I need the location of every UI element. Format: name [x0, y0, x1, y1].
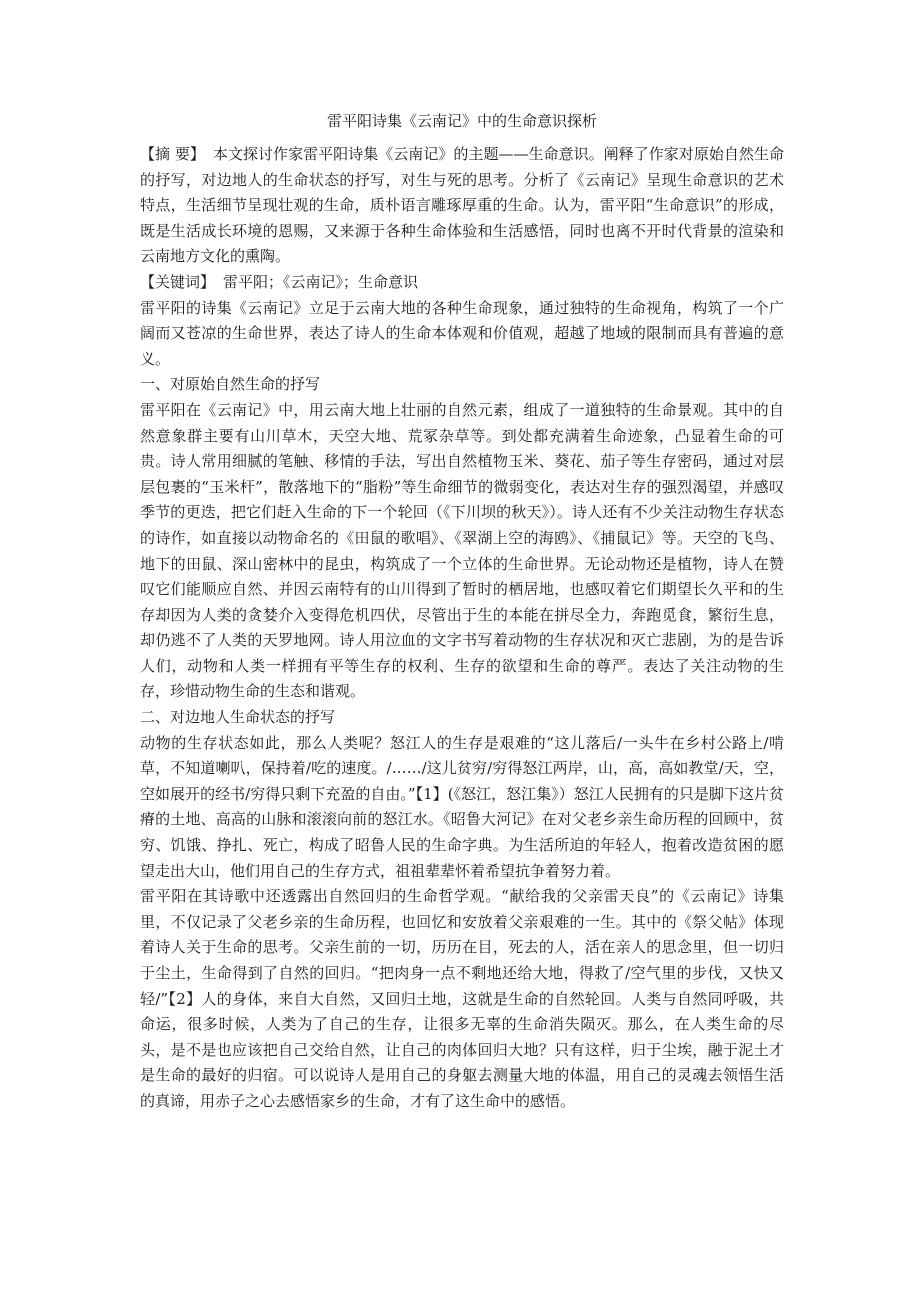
keywords-paragraph	[140, 270, 784, 296]
section-1-paragraph: 雷平阳在《云南记》中，用云南大地上壮丽的自然元素，组成了一道独特的生命景观。其中的自然意象群主要有山川草木，天空大地、荒冢杂草等。到处都充满着生命迹象，凸显着生命的可贵。诗人常用细腻的笔触、移情的手法，写出自然植物玉米、葵花、茄子等生存密码，通过对层层包裹的“玉米杆”，散落地下的“脂粉”等生命细节的微弱变化，表达对生存的强烈渴望，并感叹季节的更迭，把它们赶入生命的下一个轮回（《下川坝的秋天》）。诗人还有不少关注动物生存状态的诗作，如直接以动物命名的《田鼠的歌唱》、《翠湖上空的海鸥》、《捕鼠记》等。天空的飞鸟、地下的田鼠、深山密林中的昆虫，构筑成了一个立体的生命世界。无论动物还是植物，诗人在赞叹它们能顺应自然、并因云南特有的山川得到了暂时的栖居地，也感叹着它们期望长久平和的生存却因为人类的贪婪介入变得危机四伏，尽管出于生的本能在拼尽全力，奔跑觅食，繁衍生息，却仍逃不了人类的天罗地网。诗人用泣血的文字书写着动物的生存状况和灭亡悲剧，为的是告诉人们，动物和人类一样拥有平等生存的权利、生存的欲望和生命的尊严。表达了关注动物的生存，珍惜动物生命的生态和谐观。	[140, 400, 784, 701]
abstract-paragraph	[140, 142, 784, 270]
document-title: 雷平阳诗集《云南记》中的生命意识探析	[326, 112, 597, 130]
section-2-heading: 二、对边地人生命状态的抒写	[140, 708, 336, 727]
section-2-paragraph-1: 动物的生存状态如此，那么人类呢？怒江人的生存是艰难的“这儿落后/一头牛在乡村公路上/啃草，不知道喇叭，保持着/吃的速度。/……/这儿贫穷/穷得怒江两岸，山，高，高如教堂/天，空，空如展开的经书/穷得只剩下充盈的自由。”【1】(《怒江，怒江集》）怒江人民拥有的只是脚下这片贫瘠的土地、高高的山脉和滚滚向前的怒江水。《昭鲁大河记》在对父老乡亲生命历程的回顾中，贫穷、饥饿、挣扎、死亡，构成了昭鲁人民的生命字典。为生活所迫的年轻人，抱着改造贫困的愿望走出大山，他们用自己的生存方式，祖祖辈辈怀着希望抗争着努力着。	[140, 733, 784, 880]
section-2-paragraph-2: 雷平阳在其诗歌中还透露出自然回归的生命哲学观。“献给我的父亲雷天良”的《云南记》诗集里，不仅记录了父老乡亲的生命历程，也回忆和安放着父亲艰难的一生。其中的《祭父帖》体现着诗人关于生命的思考。父亲生前的一切，历历在目，死去的人，活在亲人的思念里，但一切归于尘土，生命得到了自然的回归。“把肉身一点不剩地还给大地，得救了/空气里的步伐，又快又轻/”【2】人的身体，来自大自然，又回归土地，这就是生命的自然轮回。人类与自然同呼吸，共命运，很多时候，人类为了自己的生存，让很多无辜的生命消失陨灭。那么，在人类生命的尽头，是不是也应该把自己交给自然，让自己的肉体回归大地？只有这样，归于尘埃，融于泥土才是生命的最好的归宿。可以说诗人是用自己的身躯去测量大地的体温，用自己的灵魂去领悟生活的真谛，用赤子之心去感悟家乡的生命，才有了这生命中的感悟。	[140, 887, 784, 1110]
keywords-text: 雷平阳；《云南记》；生命意识	[223, 272, 419, 291]
abstract-label: 【摘 要】	[140, 145, 205, 163]
keywords-label: 【关键词】	[140, 272, 216, 291]
document-page	[140, 110, 784, 1115]
abstract-text: 本文探讨作家雷平阳诗集《云南记》的主题——生命意识。阐释了作家对原始自然生命的抒写，对边地人的生命状态的抒写，对生与死的思考。分析了《云南记》呈现生命意识的艺术特点，生活细节呈现壮观的生命，质朴语言雕琢厚重的生命。认为，雷平阳“生命意识”的形成，既是生活成长环境的恩赐，又来源于各种生命体验和生活感悟，同时也离不开时代背景的渲染和云南地方文化的熏陶。	[140, 145, 784, 266]
section-1-heading: 一、对原始自然生命的抒写	[140, 375, 321, 394]
intro-paragraph: 雷平阳的诗集《云南记》立足于云南大地的各种生命现象，通过独特的生命视角，构筑了一个广阔而又苍凉的生命世界，表达了诗人的生命本体观和价值观，超越了地域的限制而具有普遍的意义。	[140, 298, 784, 368]
